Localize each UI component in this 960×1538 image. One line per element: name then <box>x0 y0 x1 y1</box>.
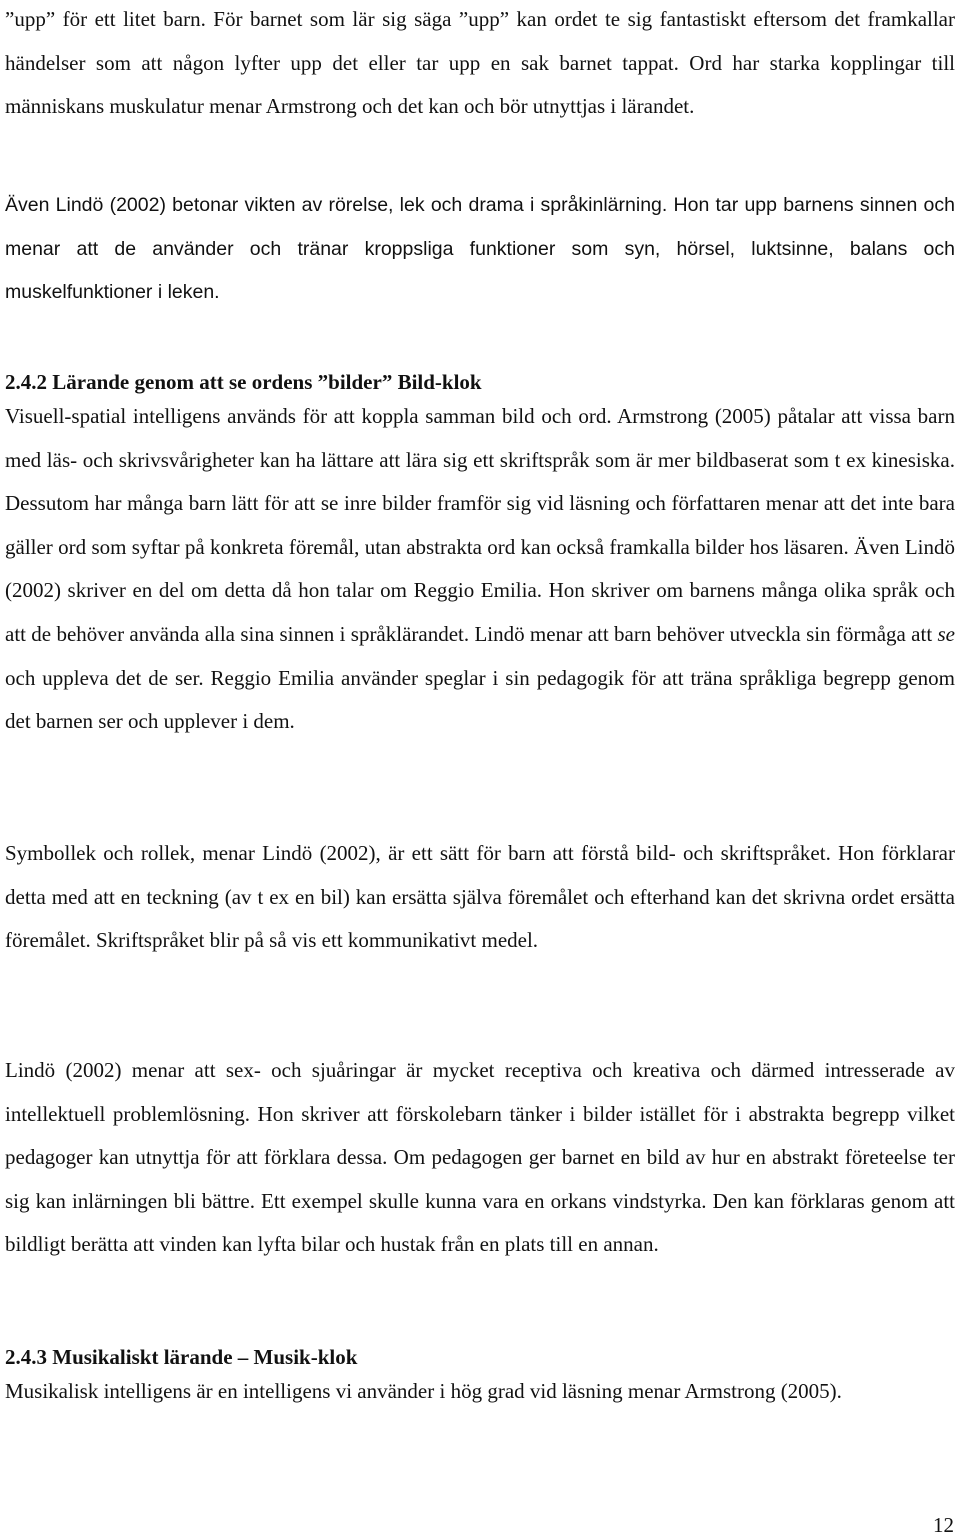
paragraph-visual-spatial-text-1: Visuell-spatial intelligens används för att koppla samman bild och ord. Armstrong (2005) påtalar att vissa barn med läs- och skrivsvårigheter kan ha lättare att lära sig ett skriftspråk som är mer bildbaserat som t ex kinesiska. Dessutom har många barn lätt för att se inre bilder framför sig vid läsning och författaren menar att det inte bara gäller ord som syftar på konkreta föremål, utan abstrakta ord kan också framkalla bilder hos läsaren. Även Lindö (2002) skriver en del om detta då hon talar om Reggio Emilia. Hon skriver om barnens många olika språk och att de behöver använda alla sina sinnen i språklärandet. Lindö menar att barn behöver utveckla sin förmåga att <box>5 404 955 646</box>
section-heading-2-4-2: 2.4.2 Lärande genom att se ordens ”bilder” Bild-klok <box>5 370 482 394</box>
page-number: 12 <box>933 1513 954 1537</box>
paragraph-lindo-movement: Även Lindö (2002) betonar vikten av rörelse, lek och drama i språkinlärning. Hon tar upp barnens sinnen och menar att de använder och tränar kroppsliga funktioner som syn, hörsel, luktsinne, balans och muskelfunktioner i leken. <box>5 194 955 304</box>
paragraph-receptive-children: Lindö (2002) menar att sex- och sjuåringar är mycket receptiva och kreativa och därmed intresserade av intellektuell problemlösning. Hon skriver att förskolebarn tänker i bilder istället för i abstrakta begrepp vilket pedagoger kan utnyttja för att förklara dessa. Om pedagogen ger barnet en bild av hur en abstrakt företeelse ter sig kan inlärningen bli bättre. Ett exempel skulle kunna vara en orkans vindstyrka. Den kan förklaras genom att bildligt berätta att vinden kan lyfta bilar och hustak från en plats till en annan. <box>5 1058 955 1257</box>
paragraph-musical-intelligence: Musikalisk intelligens är en intelligens vi använder i hög grad vid läsning menar Armstrong (2005). <box>5 1379 842 1403</box>
paragraph-symbol-play: Symbollek och rollek, menar Lindö (2002), är ett sätt för barn att förstå bild- och skriftspråket. Hon förklarar detta med att en teckning (av t ex en bil) kan ersätta själva föremålet och efterhand kan det skrivna ordet ersätta föremålet. Skriftspråket blir på så vis ett kommunikativt medel. <box>5 841 955 953</box>
paragraph-visual-spatial-text-2: och uppleva det de ser. Reggio Emilia använder speglar i sin pedagogik för att träna språkliga begrepp genom det barnen ser och upplever i dem. <box>5 665 955 734</box>
section-heading-2-4-3: 2.4.3 Musikaliskt lärande – Musik-klok <box>5 1345 358 1369</box>
emphasis-se: se <box>937 621 955 646</box>
paragraph-visual-spatial <box>5 395 955 744</box>
paragraph-intro: ”upp” för ett litet barn. För barnet som lär sig säga ”upp” kan ordet te sig fantastiskt eftersom det framkallar händelser som att någon lyfter upp det eller tar upp en sak barnet tappat. Ord har starka kopplingar till människans muskulatur menar Armstrong och det kan och bör utnyttjas i lärandet. <box>5 7 955 119</box>
